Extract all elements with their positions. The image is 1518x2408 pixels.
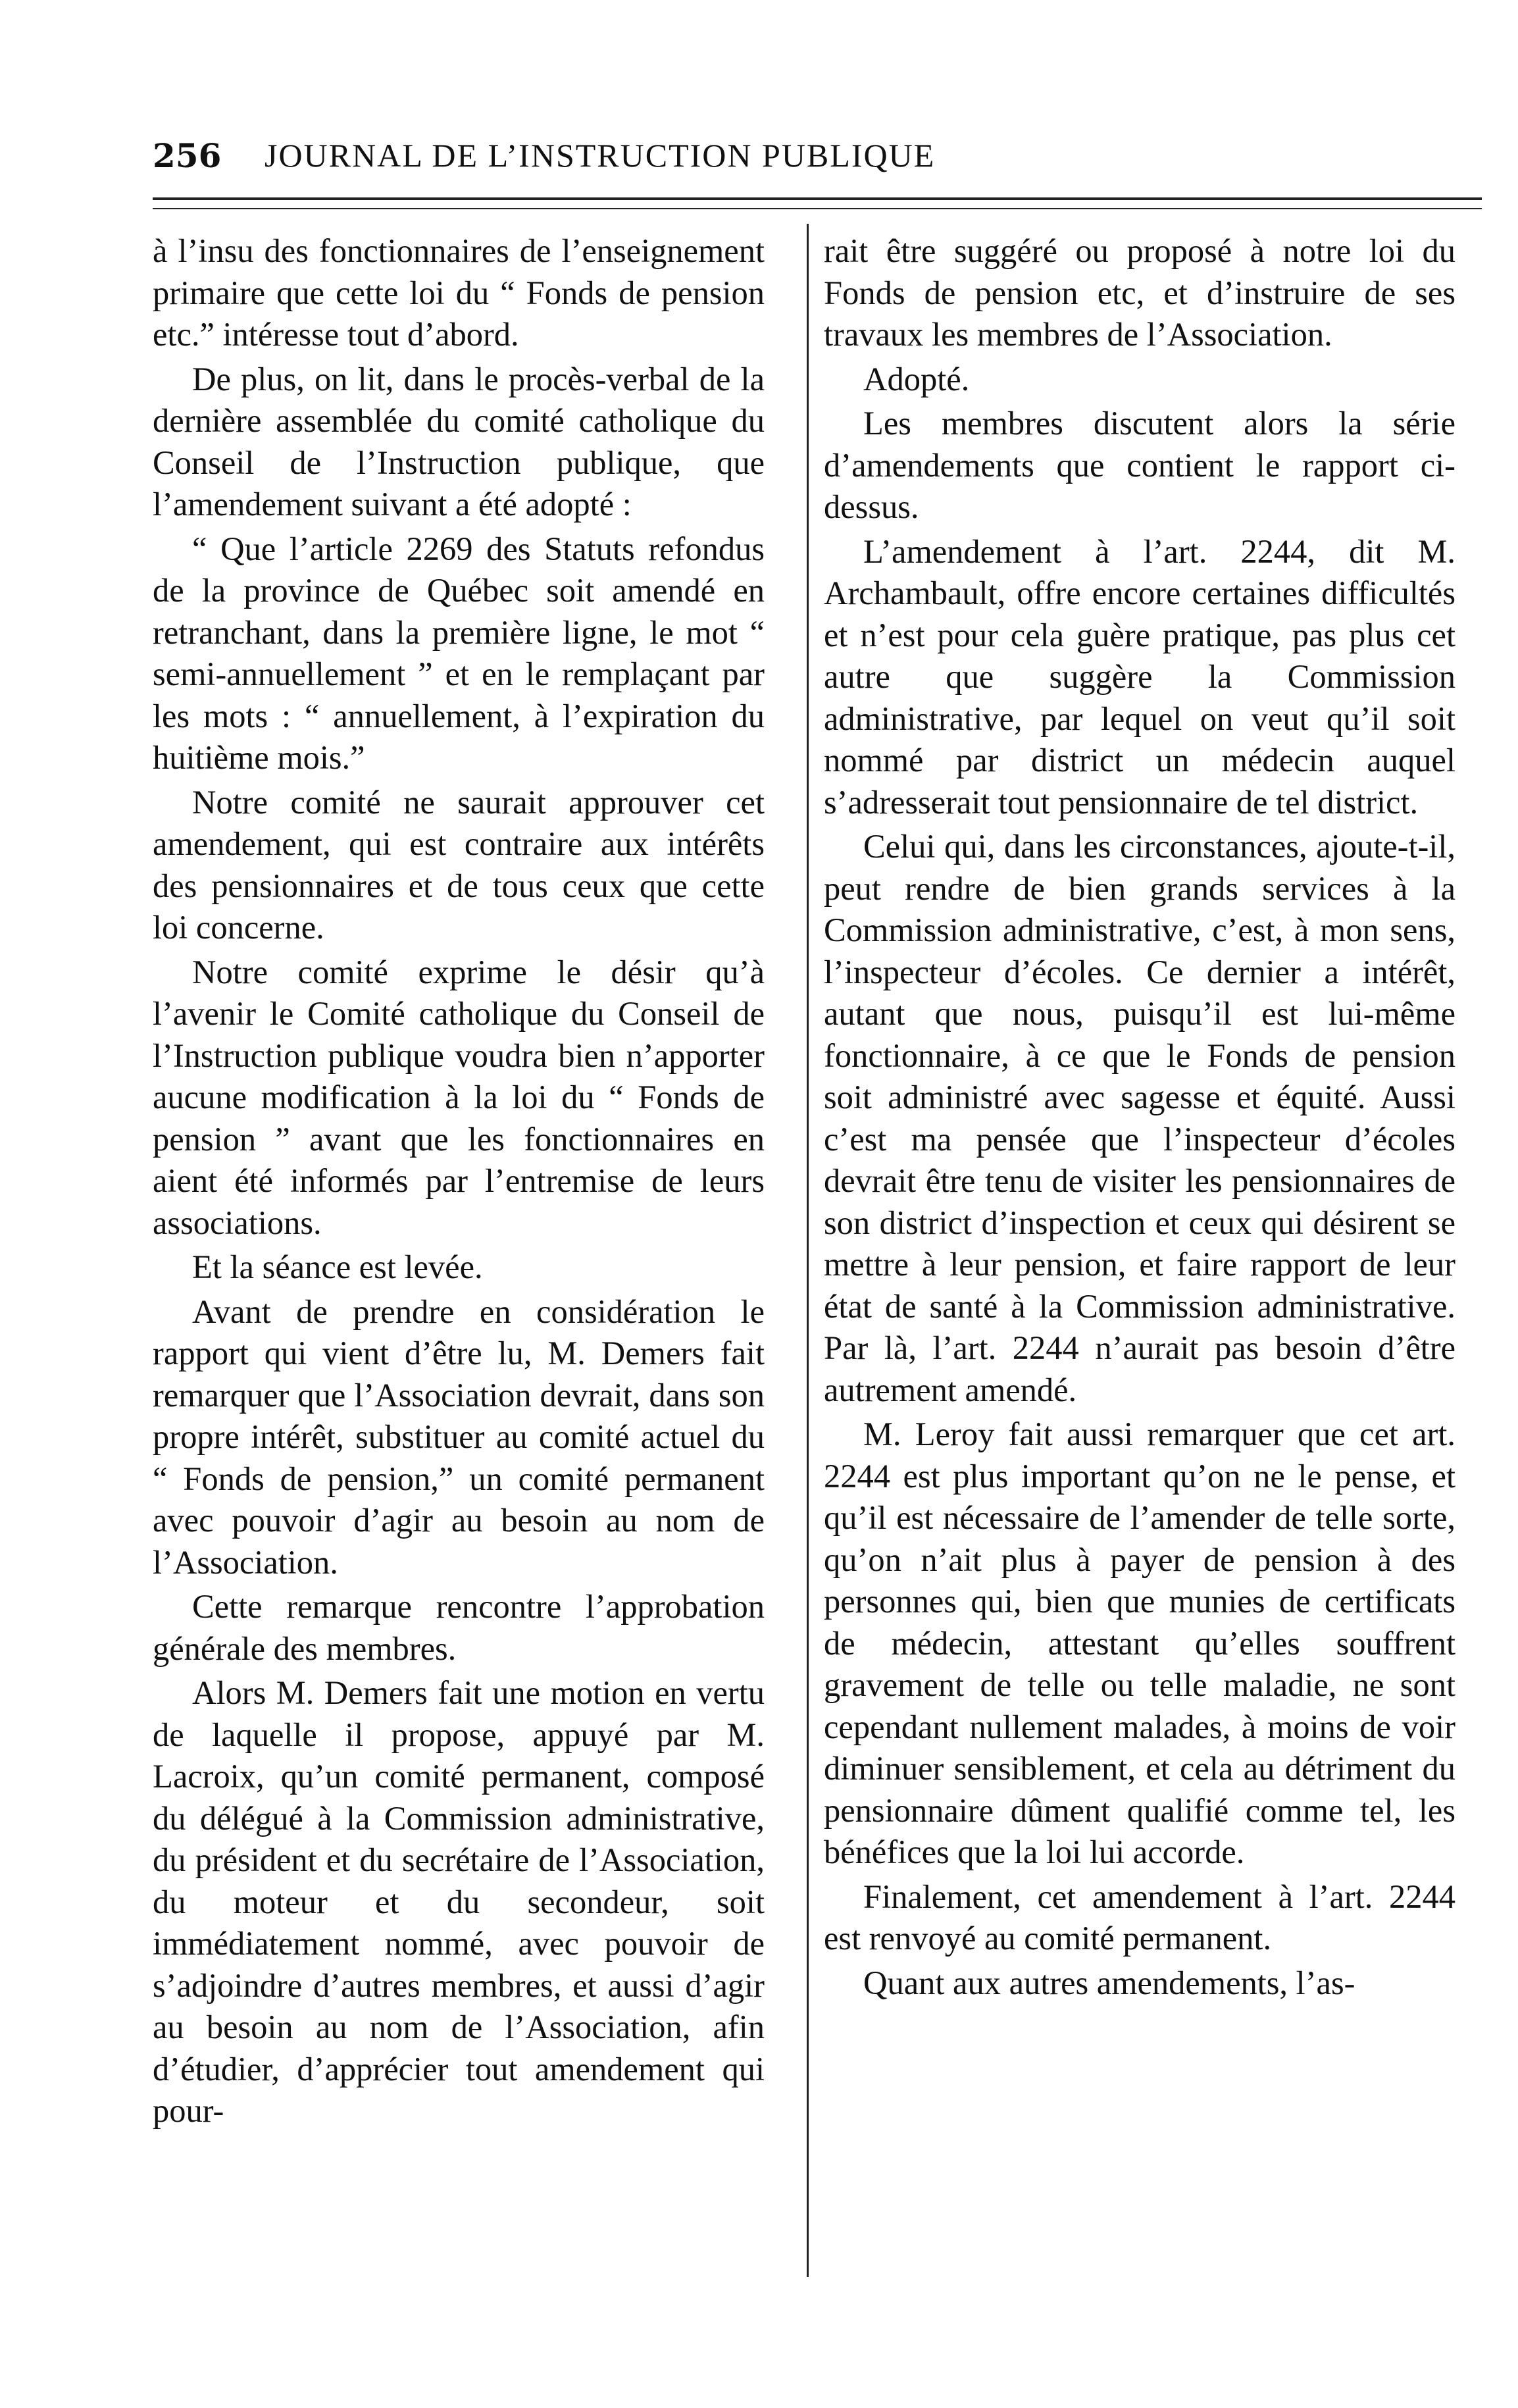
paragraph: à l’insu des fonctionnaires de l’enseignement primaire que cette loi du “ Fonds de pension etc.” intéresse tout d’abord. <box>153 232 765 353</box>
paragraph: M. Leroy fait aussi remarquer que cet art. 2244 est plus important qu’on ne le pense, et qu’il est nécessaire de l’amender de telle sorte, qu’on n’ait plus à payer de pension à des personnes qui, bien que munies de certificats de médecin, attestant qu’elles souffrent gravement de telle ou telle maladie, ne sont cependant nullement malades, à moins de voir diminuer sensiblement, et cela au détriment du pensionnaire dûment qualifié comme tel, les bénéfices que la loi lui accorde. <box>824 1416 1455 1870</box>
paragraph: rait être suggéré ou proposé à notre loi du Fonds de pension etc, et d’instruire de ses travaux les membres de l’Association. <box>824 232 1455 353</box>
paragraph: Adopté. <box>863 360 970 397</box>
paragraph: Cette remarque rencontre l’approbation générale des membres. <box>153 1588 765 1667</box>
paragraph: De plus, on lit, dans le procès-verbal de la dernière assemblée du comité catholique du Conseil de l’Instruction publique, que l’amendement suivant a été adopté : <box>153 360 765 523</box>
paragraph: Notre comité ne saurait approuver cet amendement, qui est contraire aux intérêts des pensionnaires et de tous ceux que cette loi concerne. <box>153 783 765 946</box>
paragraph: L’amendement à l’art. 2244, dit M. Archambault, offre encore certaines difficultés et n’est pour cela guère pratique, pas plus cet autre que suggère la Commission administrative, par lequel on veut qu’il soit nommé par district un médecin auquel s’adresserait tout pensionnaire de tel district. <box>824 532 1455 821</box>
paragraph: “ Que l’article 2269 des Statuts refondus de la province de Québec soit amendé en retranchant, dans la première ligne, le mot “ semi-annuellement ” et en le remplaçant par les mots : “ annuellement, à l’expiration du huitième mois.” <box>153 530 765 776</box>
paragraph: Celui qui, dans les circonstances, ajoute-t-il, peut rendre de bien grands services à la Commission administrative, c’est, à mon sens, l’inspecteur d’écoles. Ce dernier a intérêt, autant que nous, puisqu’il est lui-même fonctionnaire, à ce que le Fonds de pension soit administré avec sagesse et équité. Aussi c’est ma pensée que l’inspecteur d’écoles devrait être tenu de visiter les pensionnaires de son district d’inspection et ceux qui désirent se mettre à leur pension, et faire rapport de leur état de santé à la Commission administrative. Par là, l’art. 2244 n’aurait pas besoin d’être autrement amendé. <box>824 828 1455 1408</box>
header-rule-thin <box>153 208 1482 209</box>
paragraph: Finalement, cet amendement à l’art. 2244 est renvoyé au comité permanent. <box>824 1878 1455 1957</box>
column-divider <box>807 224 809 2277</box>
running-title: JOURNAL DE L’INSTRUCTION PUBLIQUE <box>265 137 936 174</box>
paragraph: Notre comité exprime le désir qu’à l’avenir le Comité catholique du Conseil de l’Instruction publique voudra bien n’apporter aucune modification à la loi du “ Fonds de pension ” avant que les fonctionnaires en aient été informés par l’entremise de leurs associations. <box>153 953 765 1241</box>
paragraph: Alors M. Demers fait une motion en vertu de laquelle il propose, appuyé par M. Lacroix, qu’un comité permanent, composé du délégué à la Commission administrative, du président et du secrétaire de l’Association, du moteur et du secondeur, soit immédiatement nommé, avec pouvoir de s’adjoindre d’autres membres, et aussi d’agir au besoin au nom de l’Association, afin d’étudier, d’apprécier tout amendement qui pour- <box>153 1674 765 2129</box>
left-column <box>153 230 765 2135</box>
paragraph: Avant de prendre en considération le rapport qui vient d’être lu, M. Demers fait remarquer que l’Association devrait, dans son propre intérêt, substituer au comité actuel du “ Fonds de pension,” un comité permanent avec pouvoir d’agir au besoin au nom de l’Association. <box>153 1293 765 1581</box>
paragraph: Les membres discutent alors la série d’amendements que contient le rapport ci-dessus. <box>824 405 1455 525</box>
page-header <box>153 129 1232 182</box>
header-rule-thick <box>153 197 1482 200</box>
paragraph: Quant aux autres amendements, l’as- <box>863 1964 1355 2001</box>
page-number: 256 <box>153 136 222 175</box>
paragraph: Et la séance est levée. <box>192 1248 483 1285</box>
right-column <box>824 230 1455 2007</box>
